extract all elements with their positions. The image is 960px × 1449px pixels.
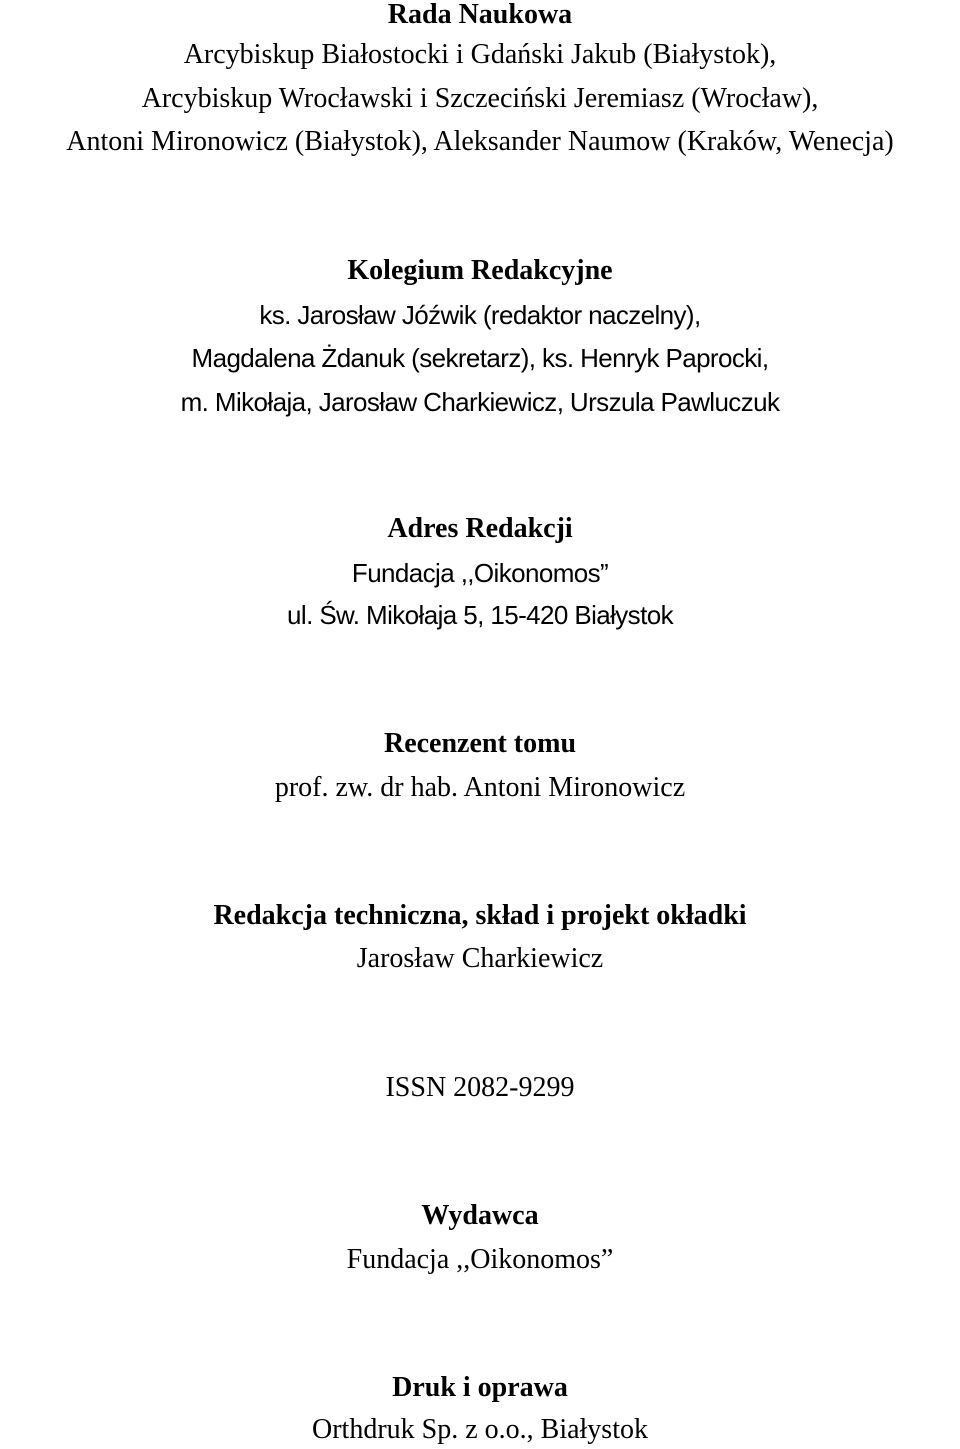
recenzent-name: prof. zw. dr hab. Antoni Mironowicz	[274, 772, 686, 803]
redakcja-techniczna-heading: Redakcja techniczna, skład i projekt okładki	[213, 900, 747, 931]
kolegium-line: m. Mikołaja, Jarosław Charkiewicz, Urszula Pawluczuk	[180, 387, 780, 417]
kolegium-line: Magdalena Żdanuk (sekretarz), ks. Henryk Paprocki,	[191, 343, 769, 373]
druk-heading: Druk i oprawa	[392, 1372, 568, 1403]
recenzent-heading: Recenzent tomu	[383, 728, 577, 759]
adres-line: ul. Św. Mikołaja 5, 15-420 Białystok	[287, 600, 673, 630]
adres-heading: Adres Redakcji	[387, 513, 573, 544]
kolegium-line: ks. Jarosław Jóźwik (redaktor naczelny),	[259, 300, 701, 330]
redakcja-techniczna-name: Jarosław Charkiewicz	[356, 943, 604, 974]
issn-number: ISSN 2082-9299	[385, 1072, 575, 1103]
rada-naukowa-line: Antoni Mironowicz (Białystok), Aleksander Naumow (Kraków, Wenecja)	[66, 126, 894, 157]
druk-name: Orthdruk Sp. z o.o., Białystok	[312, 1414, 648, 1445]
adres-line: Fundacja ,,Oikonomos”	[351, 558, 609, 588]
wydawca-name: Fundacja ,,Oikonomos”	[346, 1244, 614, 1275]
kolegium-heading: Kolegium Redakcyjne	[347, 255, 613, 286]
rada-naukowa-heading: Rada Naukowa	[387, 0, 573, 30]
rada-naukowa-line: Arcybiskup Wrocławski i Szczeciński Jeremiasz (Wrocław),	[141, 83, 819, 114]
wydawca-heading: Wydawca	[421, 1200, 539, 1231]
rada-naukowa-line: Arcybiskup Białostocki i Gdański Jakub (Białystok),	[183, 39, 777, 70]
